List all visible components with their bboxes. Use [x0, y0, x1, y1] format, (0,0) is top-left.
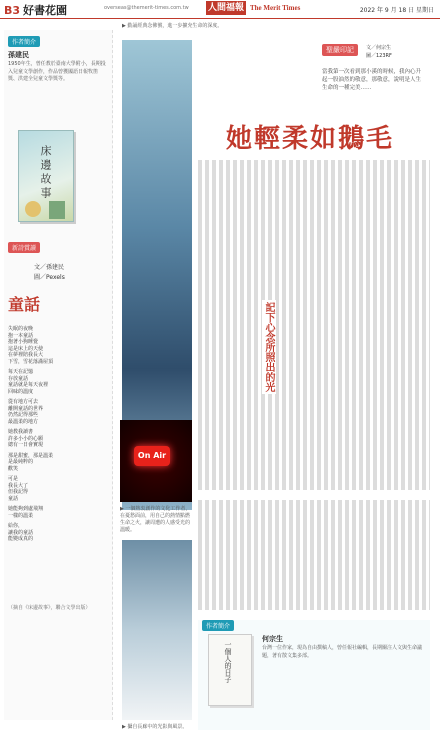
newspaper-logo: 人間福報 — [207, 3, 244, 13]
author2-tag: 作者簡介 — [202, 620, 234, 631]
poem-body — [8, 326, 108, 547]
poem-stanza: 每天在記憶 存放童話 童話就是每天夜裡 回味的溫度 — [8, 369, 49, 395]
book-cover — [18, 130, 74, 222]
poem-section-tag: 新詩賞讀 — [8, 242, 40, 253]
onair-caption: ▶ 一個熱衷創作的文化工作者，在憂愁面前，用自己的熱情點燃生命之火，讓周遭的人感受光的溫暖。 — [120, 506, 191, 533]
sidebar — [4, 30, 113, 720]
onair-photo — [120, 420, 192, 502]
bottom-image-strip — [122, 540, 192, 720]
poem-stanza: 可是 我長大了 但我記得 童話 — [8, 476, 29, 502]
poem-stanza: 她教我讀書 許多小小的心願 總有一日會實現 — [8, 429, 44, 448]
contact-email: overseas@themerit-times.com.tw — [104, 5, 189, 11]
essay-body-text — [198, 160, 430, 490]
author-bio-tag: 作者簡介 — [8, 36, 40, 47]
author2-box — [198, 620, 430, 730]
book2-cover — [208, 634, 252, 706]
poem-stanza: 給你， 讓我的童話 能變成真的 — [8, 523, 34, 542]
author-name: 孫建民 — [8, 51, 29, 59]
essay-header — [196, 40, 428, 160]
issue-date: 2022 年 9 月 18 日 星期日 — [359, 7, 434, 14]
author2-name: 何宗生 — [262, 635, 283, 643]
author-bio: 1950年生，曾任教於臺南大學附小，長期投入兒童文學創作，作品曾獲國語日報牧笛獎、洪建全兒童文學獎等。 — [8, 61, 106, 82]
book-cover-illustration — [19, 191, 73, 221]
essay-body-text-lower — [198, 500, 430, 610]
page-header — [0, 0, 440, 19]
essay-subhead: 記下心念所照出的光 — [263, 302, 274, 392]
essay-headline: 她輕柔如鵝毛 — [226, 124, 395, 154]
section-label: B3 好書花園 — [4, 4, 68, 17]
poem-credit-author: 文／孫建民 — [34, 264, 65, 271]
bottom-image-caption: ▶ 攝自長廊中的光影與風景。 — [122, 724, 188, 730]
poem-stanza: 失眠的夜晚 抱一本童話 抱著小狗睡覺 這是床上的天使 在夢裡陪我長大 下雪，雪花落滿屋頂 — [8, 326, 54, 365]
essay-tag: 聖嚴印記 — [322, 44, 358, 56]
poem-credit-image: 圖／Pexels — [34, 274, 65, 281]
poem-stanza: 她能夠到處飛翔 一樣的溫柔 — [8, 506, 44, 519]
author2-bio: 台灣一位作家，現為自由撰稿人，曾任報社編輯，長期關注人文與生命議題，著有散文集多部。 — [262, 645, 423, 659]
poem-stanza: 那是甜蜜，那是溫柔 是最純粹的 歡笑 — [8, 452, 54, 472]
essay-byline-image: 圖／123RF — [366, 53, 392, 59]
poem-source: （摘自《床邊故事》，聯合文學出版） — [8, 605, 91, 611]
poem-stanza: 從有地方可去 離開童話的世界 仍然記得那些 最溫柔的地方 — [8, 399, 44, 425]
book-cover-title: 床邊故事 — [39, 145, 52, 201]
essay-lead: 當我第一次看到那小溪的時候，我內心升起一股油然的敬意，那敬意，說明是人生生命的一種完美…… — [322, 69, 422, 91]
top-image-caption: ▶ 勤誦經典念佛號，進一步擴充生命的深度。 — [122, 23, 223, 29]
essay-byline-author: 文／何宗生 — [366, 45, 392, 51]
onair-sign: On Air — [134, 446, 170, 466]
poem-title: 童話 — [8, 295, 41, 314]
newspaper-logo-en: The Merit Times — [250, 4, 301, 12]
book2-title: 一個人的日子 — [224, 641, 232, 683]
